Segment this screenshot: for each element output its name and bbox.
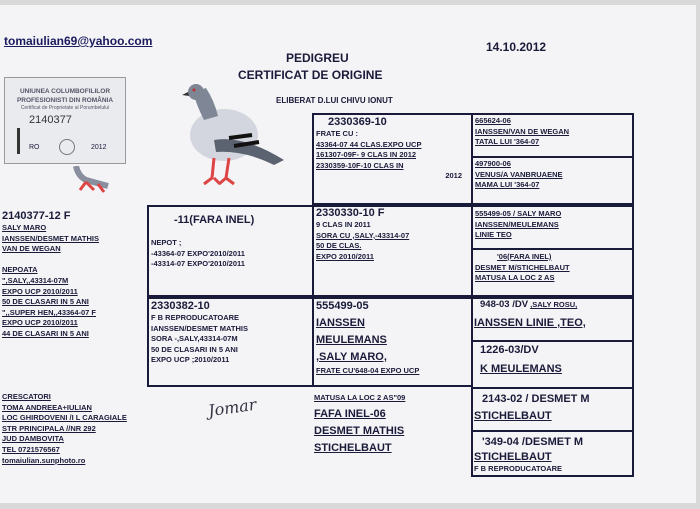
dss-ring: 948-03 /DV [480,299,529,310]
stamp-year: 2012 [91,144,107,151]
sire-sire-info [316,116,462,182]
dam-info [151,300,248,366]
dam-sire-line: MEULEMANS [316,334,387,346]
stamp-number: 2140377 [29,114,72,126]
email-text: tomaiulian69@yahoo.com [4,34,153,48]
dds-info [474,393,590,423]
divider [471,430,634,432]
stamp-bar [17,128,20,154]
subject-line: ",,SUPER HEN,,43364-07 F [2,307,97,317]
dss-info [474,299,586,330]
breeder-line: TEL 0721576567 [2,444,60,454]
subject-bird [2,210,99,340]
subject-line: EXPO UCP 2010/2011 [2,318,78,328]
subject-line: IANSSEN/DESMET MATHIS [2,233,99,243]
ownership-stamp [4,77,126,164]
sire-dam-info [316,207,409,262]
subject-line [2,255,99,266]
breeder-info [2,392,127,466]
sire-sire-ring: 2330369-10 [328,116,387,128]
sss-line: IANSSEN/VAN DE WEGAN [475,126,570,136]
sss-line: 665624-06 [475,116,511,125]
ssd-info [475,159,563,191]
divider [471,340,634,342]
subject-ring: 2140377-12 F [2,210,71,222]
sds-line: LINIE TEO [475,230,512,239]
breeder-line: JUD DAMBOVITA [2,434,64,444]
dam-sire-line: IANSSEN [316,317,365,329]
stamp-line-3: Certificat de Proprietate al Porumbelului [20,105,110,111]
sss-line: TATAL LUI '364-07 [475,137,540,146]
subject-line: SALY MARO [2,223,47,232]
dam-dam-line: FAFA INEL-06 [314,407,386,420]
sire-details [151,238,245,270]
ddd-line: F B REPRODUCATOARE [474,464,563,473]
dam-dam-line: STICHELBAUT [314,441,392,454]
dsd-info [480,344,562,376]
subject-line: NEPOATA [2,265,38,275]
sire-line: -43364-07 EXPO'2010/2011 [151,248,245,258]
sds-info [475,209,561,241]
pigeon-icon [174,80,294,195]
dsd-line: K MEULEMANS [480,363,562,375]
sire-sire-line: 43364-07 44 CLAS.EXPO UCP [316,139,422,149]
issued-to-text: ELIBERAT D.LUI CHIVU IONUT [276,96,393,105]
ddd-line: '349-04 /DESMET M [482,436,584,448]
sire-sire-line: FRATE CU : [316,129,358,138]
stamp-country: RO [29,144,40,151]
sire-dam-line: EXPO 2010/2011 [316,251,374,261]
divider [471,156,634,158]
stamp-emblem-icon [59,139,75,155]
dsd-ring: 1226-03/DV [480,344,539,356]
ssd-line: VENUS/A VANBRUAENE [475,169,563,179]
dam-ring: 2330382-10 [151,300,210,312]
dss-note: ,SALY ROSU, [530,300,578,309]
divider [471,248,634,250]
sire-dam-line: 50 DE CLAS. [316,241,362,250]
stamp-line-1: UNIUNEA COLUMBOFILILOR [19,88,111,95]
ssd-line: 497900-06 [475,159,511,168]
breeder-line: TOMA ANDREEA+IULIAN [2,402,92,412]
ddd-line: STICHELBAUT [474,451,552,463]
sdd-line: '06(FARA INEL) [497,252,552,261]
breeder-line: tomaiulian.sunphoto.ro [2,455,86,465]
sire-dam-ring: 2330330-10 F [316,207,385,219]
breeder-line: CRESCATORI [2,392,51,401]
signature: Jomar [206,394,258,421]
sire-line: NEPOT ; [151,238,182,247]
dam-line: F B REPRODUCATOARE [151,313,240,322]
pigeon-feet-icon [68,166,118,196]
subject-line: VAN DE WEGAN [2,244,61,254]
dam-line: EXPO UCP ;2010/2011 [151,355,230,364]
stamp-line-2: PROFESIONISTI DIN ROMÂNIA [16,97,114,104]
document-title: PEDIGREU [286,51,349,65]
sire-line: -43314-07 EXPO'2010/2011 [151,259,245,268]
breeder-line: LOC GHIRDOVENI /I L CARAGIALE [2,413,127,423]
dam-dam-info [314,393,405,455]
dam-sire-line: FRATE CU'648-04 EXPO UCP [316,366,420,375]
sire-ring: -11(FARA INEL) [174,214,255,226]
date-text: 14.10.2012 [486,40,547,54]
sire-info [174,214,254,227]
dds-line: 2143-02 / DESMET M [482,393,590,405]
dds-line: STICHELBAUT [474,410,552,422]
ssd-line: MAMA LUI '364-07 [475,180,540,189]
dam-dam-line: DESMET MATHIS [314,424,405,437]
dam-line: 50 DE CLASARI IN 5 ANI [151,344,238,354]
sds-line: 555499-05 / SALY MARO [475,209,562,218]
dam-sire-line: ,SALY MARO, [316,351,387,363]
sds-line: IANSSEN/MEULEMANS [475,219,559,229]
dam-line: SORA -,SALY,43314-07M [151,334,238,343]
sire-sire-line: 2012 [445,171,462,180]
subject-line: ",SALY,,43314-07M [2,275,69,285]
sdd-line: MATUSA LA LOC 2 AS [475,273,555,282]
ddd-info [474,436,583,475]
subject-line: 50 DE CLASARI IN 5 ANI [2,297,89,307]
sire-sire-line: 2330359-10F-10 CLAS IN [316,160,404,170]
sire-dam-line: SORA CU ,SALY,-43314-07 [316,230,410,240]
breeder-line: STR PRINCIPALA //NR 292 [2,423,96,433]
dss-line: IANSSEN LINIE ,TEO, [474,317,586,329]
sire-sire-line: 161307-09F- 9 CLAS IN 2012 [316,150,417,159]
sss-info [475,116,569,148]
sdd-info [475,252,570,284]
dam-sire-info [316,300,419,377]
sdd-line: DESMET M/STICHELBAUT [475,262,570,272]
sire-dam-line: 9 CLAS IN 2011 [316,220,371,229]
document-subtitle: CERTIFICAT DE ORIGINE [238,68,383,82]
dam-dam-top: MATUSA LA LOC 2 AS"09 [314,393,406,402]
dam-sire-ring: 555499-05 [316,300,369,312]
subject-line: EXPO UCP 2010/2011 [2,286,78,296]
subject-line: 44 DE CLASARI IN 5 ANI [2,328,89,338]
dam-line: IANSSEN/DESMET MATHIS [151,323,248,333]
